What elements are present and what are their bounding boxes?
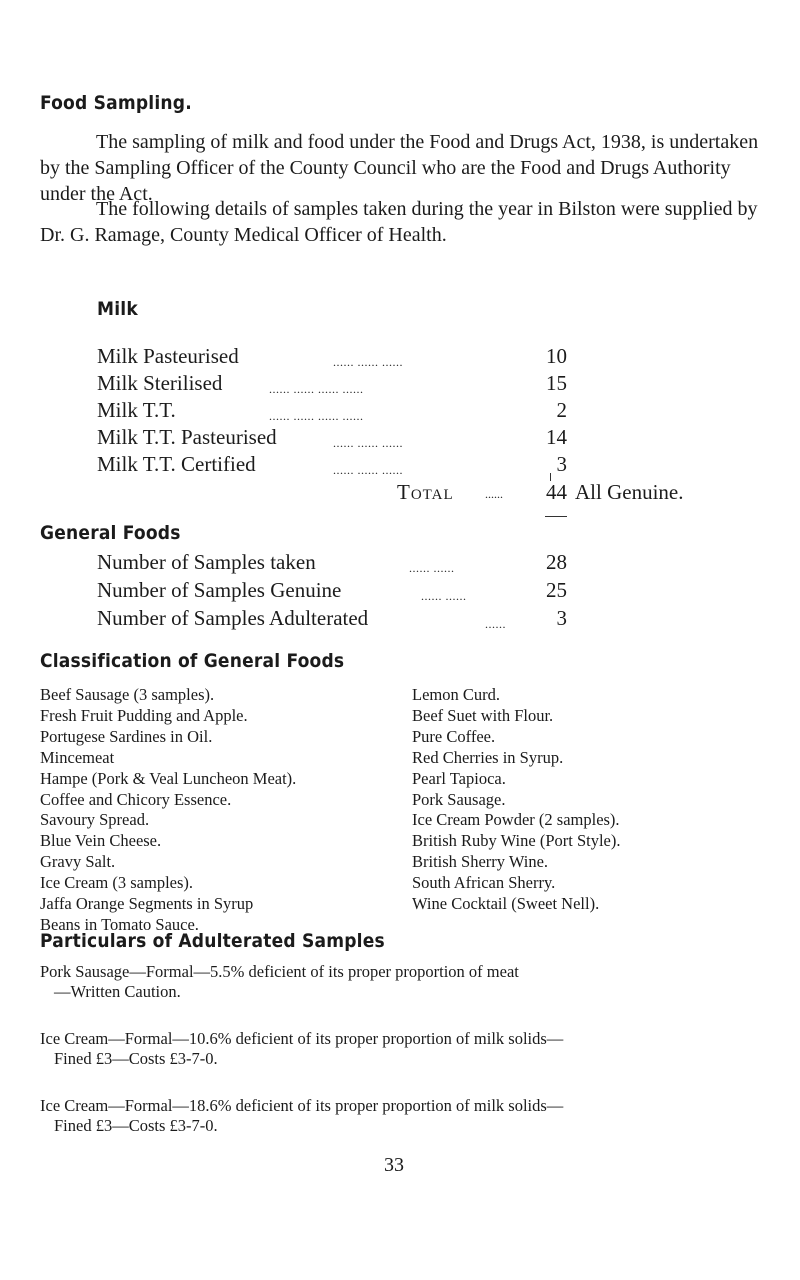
list-item: Wine Cocktail (Sweet Nell). (412, 894, 600, 914)
list-item: Hampe (Pork & Veal Luncheon Meat). (40, 768, 297, 788)
milk-row-value: 10 (546, 344, 567, 368)
list-item: Beef Suet with Flour. (412, 705, 554, 725)
intro-paragraph-1: The sampling of milk and food under the Food and Drugs Act, 1938, is undertaken by the Sampling Officer of the County Council who are the Food and Drugs Authority under the Act. (40, 131, 759, 205)
list-item: Mincemeat (40, 747, 115, 767)
general-row (97, 550, 697, 574)
list-item: Coffee and Chicory Essence. (40, 789, 232, 809)
list-item: Ice Cream (3 samples). (40, 873, 194, 893)
leader-dots: ...... ...... ...... (333, 355, 403, 369)
list-item: Pearl Tapioca. (412, 768, 506, 788)
general-row-value: 28 (546, 550, 567, 574)
list-item: Pure Coffee. (412, 726, 496, 746)
total-underline (545, 516, 567, 517)
entry-line: Ice Cream—Formal—10.6% deficient of its proper proportion of milk solids— (40, 1029, 564, 1048)
milk-row-label: Milk Pasteurised (97, 344, 239, 368)
list-item: British Sherry Wine. (412, 852, 549, 872)
general-row-value: 3 (556, 606, 567, 630)
list-item: Beans in Tomato Sauce. (40, 914, 199, 934)
list-item: South African Sherry. (412, 873, 556, 893)
milk-row (97, 425, 697, 449)
leader-dots: ...... ...... ...... ...... (269, 409, 364, 423)
general-foods-heading: General Foods (40, 522, 181, 544)
milk-total-row (97, 480, 717, 504)
milk-row-label: Milk T.T. (97, 398, 176, 422)
general-row (97, 578, 697, 602)
list-item: British Ruby Wine (Port Style). (412, 831, 621, 851)
milk-row-label: Milk T.T. Certified (97, 452, 256, 476)
milk-row (97, 344, 697, 368)
leader-dots: ...... (485, 617, 506, 631)
total-label: Total (397, 480, 454, 504)
milk-row (97, 371, 697, 395)
list-item: Beef Sausage (3 samples). (40, 685, 215, 704)
adulterated-sample-entry (40, 1029, 765, 1069)
milk-row (97, 452, 697, 476)
general-row-label: Number of Samples taken (97, 550, 316, 574)
entry-line: Ice Cream—Formal—18.6% deficient of its proper proportion of milk solids— (40, 1096, 564, 1115)
leader-dots: ...... ...... ...... ...... (269, 382, 364, 396)
list-item: Ice Cream Powder (2 samples). (412, 810, 620, 830)
milk-row-label: Milk Sterilised (97, 371, 223, 395)
entry-line: Fined £3—Costs £3-7-0. (54, 1116, 218, 1135)
milk-heading: Milk (97, 298, 138, 320)
entry-line: Fined £3—Costs £3-7-0. (54, 1049, 218, 1068)
page-heading: Food Sampling. (40, 92, 192, 114)
leader-dots: ...... ...... (409, 561, 455, 575)
leader-dots: ...... ...... ...... (333, 436, 403, 450)
general-row-label: Number of Samples Adulterated (97, 606, 369, 630)
list-item: Savoury Spread. (40, 810, 150, 830)
page-number: 33 (384, 1154, 404, 1176)
milk-row-label: Milk T.T. Pasteurised (97, 425, 277, 449)
classification-heading: Classification of General Foods (40, 650, 345, 672)
classification-left-list (40, 685, 420, 936)
list-item: Fresh Fruit Pudding and Apple. (40, 705, 248, 725)
intro-paragraph-2: The following details of samples taken during the year in Bilston were supplied by Dr. G. Ramage, County Medical Officer of Health. (40, 198, 758, 246)
leader-dots: ...... ...... ...... (333, 463, 403, 477)
classification-right-list (412, 685, 800, 915)
general-row-label: Number of Samples Genuine (97, 578, 342, 602)
list-item: Red Cherries in Syrup. (412, 747, 564, 767)
adulterated-sample-entry (40, 1096, 765, 1136)
total-note: All Genuine. (575, 480, 684, 504)
entry-line: —Written Caution. (54, 982, 181, 1001)
milk-row-value: 3 (556, 452, 567, 476)
list-item: Gravy Salt. (40, 852, 116, 872)
general-row-value: 25 (546, 578, 567, 602)
milk-row-value: 14 (546, 425, 567, 449)
adulterated-sample-entry (40, 962, 765, 1002)
milk-row-value: 15 (546, 371, 567, 395)
list-item: Jaffa Orange Segments in Syrup (40, 894, 254, 914)
general-row (97, 606, 697, 630)
leader-dots: ...... ...... (421, 589, 467, 603)
list-item: Blue Vein Cheese. (40, 831, 162, 851)
milk-row-value: 2 (556, 398, 567, 422)
particulars-heading: Particulars of Adulterated Samples (40, 930, 385, 952)
total-value: 44 (546, 480, 567, 504)
entry-line: Pork Sausage—Formal—5.5% deficient of its proper proportion of meat (40, 962, 519, 981)
leader-dots: ...... (485, 487, 503, 501)
milk-row (97, 398, 697, 422)
list-item: Portugese Sardines in Oil. (40, 726, 213, 746)
list-item: Lemon Curd. (412, 685, 500, 704)
list-item: Pork Sausage. (412, 789, 506, 809)
